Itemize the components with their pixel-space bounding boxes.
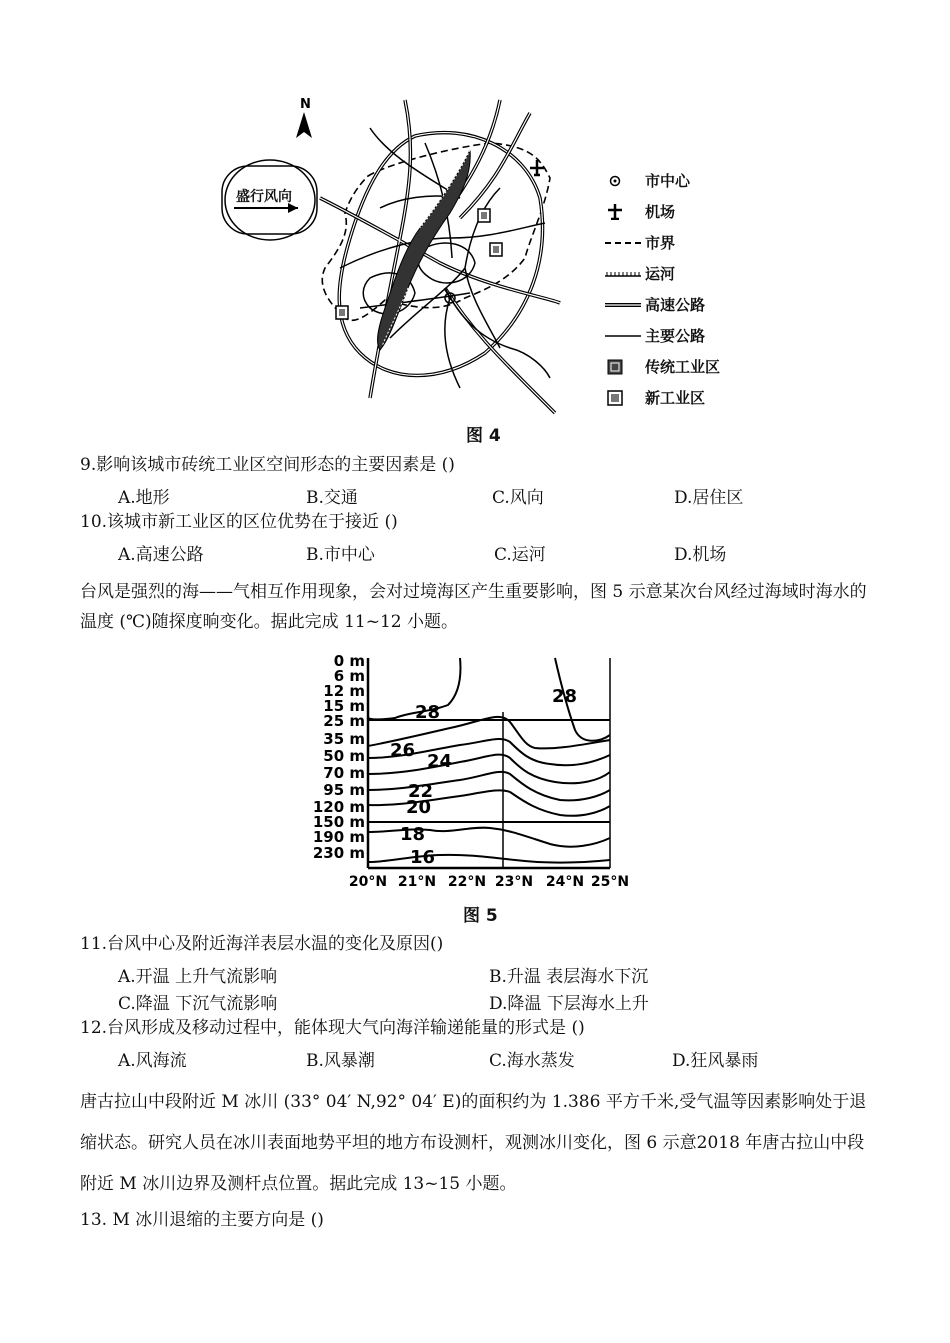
legend-label: 市界: [645, 234, 676, 252]
legend-item: [605, 387, 760, 418]
question-13-stem: 13. M 冰川退缩的主要方向是 (): [80, 1210, 324, 1230]
x-ticks: [349, 874, 629, 890]
x-tick-label: 21°N: [397, 874, 437, 890]
passage-typhoon: 台风是强烈的海——气相互作用现象，会对过境海区产生重要影响，图 5 示意某次台风经过海域时海水的温度 (℃)随探度晌变化。据此完成 11~12 小题。: [80, 582, 867, 632]
traditional-industry-icon: [605, 358, 641, 376]
ring-road: [339, 133, 542, 376]
passage-glacier: 唐古拉山中段附近 M 冰川 (33° 04′ N,92° 04′ E)的面积约为 1.386 平方千米,受气温等因素影响处于退缩状态。研究人员在冰川表面地势平坦的地方布设测杆，观测冰川变化，图 6 示意2018 年唐古拉山中段附近 M 冰川边界及测杆点位置。据此完成 13~15 小题。: [80, 1092, 867, 1194]
legend-label: 机场: [645, 203, 676, 221]
y-tick-label: 35 m: [323, 730, 365, 748]
x-tick-label: 25°N: [590, 874, 630, 890]
y-tick-label: 120 m: [312, 798, 365, 816]
question-11-stem: 11.台风中心及附近海洋表层水温的变化及原因(): [80, 934, 444, 954]
legend-item: [605, 325, 760, 356]
canal-icon: [605, 266, 641, 282]
question-12-option-d: D.狂风暴雨: [672, 1051, 759, 1071]
y-tick-label: 190 m: [312, 828, 365, 846]
isotherm-label: 16: [410, 847, 436, 868]
x-tick-label: 22°N: [447, 874, 487, 890]
legend-item: [605, 232, 760, 263]
question-9-option-a: A.地形: [118, 488, 170, 508]
question-12-option-a: A.风海流: [118, 1051, 187, 1071]
expressway-icon: [605, 297, 641, 313]
question-12-stem: 12.台风形成及移动过程中，能体现大气向海洋输递能量的形式是 (): [80, 1018, 585, 1038]
city-boundary-icon: [605, 235, 641, 251]
y-tick-label: 230 m: [312, 844, 365, 862]
legend-label: 运河: [645, 265, 676, 283]
question-11-option-b: B.升温 表层海水下沉: [489, 967, 649, 987]
temperature-depth-chart: [310, 650, 640, 895]
isotherm-label: 26: [390, 740, 416, 761]
legend-item: [605, 170, 760, 201]
legend-item: [605, 356, 760, 387]
new-industry-icon: [605, 389, 641, 407]
y-tick-label: 150 m: [312, 813, 365, 831]
wind-label: 盛行风向: [236, 189, 292, 205]
isotherm-label: 24: [427, 751, 453, 772]
y-tick-label: 15 m: [323, 697, 365, 715]
question-11-option-c: C.降温 下沉气流影响: [118, 994, 278, 1014]
north-label: N: [300, 97, 311, 112]
x-tick-label: 24°N: [545, 874, 585, 890]
legend-item: [605, 201, 760, 232]
y-tick-label: 70 m: [323, 764, 365, 782]
main-roads: [340, 128, 550, 388]
isotherm-label: 28: [552, 686, 578, 707]
question-10-option-a: A.高速公路: [118, 545, 204, 565]
figure-5: [310, 650, 640, 895]
question-9-stem: 9.影响该城市砖统工业区空间形态的主要因素是 (): [80, 455, 455, 475]
legend-label: 新工业区: [645, 389, 706, 407]
expressways: [320, 100, 560, 413]
airport-icon: [605, 204, 641, 220]
question-10-option-d: D.机场: [674, 545, 727, 565]
isotherm-labels: [390, 686, 577, 868]
legend-label: 传统工业区: [645, 358, 721, 376]
airport-marker: [530, 160, 544, 176]
y-tick-label: 12 m: [323, 682, 365, 700]
question-11-option-a: A.开温 上升气流影响: [118, 967, 278, 987]
y-tick-label: 95 m: [323, 781, 365, 799]
traditional-industry-zone: [378, 150, 471, 350]
legend-label: 市中心: [645, 172, 691, 190]
legend-item: [605, 294, 760, 325]
x-tick-label: 20°N: [348, 874, 388, 890]
isotherm-label: 28: [415, 702, 441, 723]
y-tick-label: 0 m: [333, 652, 365, 670]
legend-label: 高速公路: [645, 296, 706, 314]
y-tick-label: 50 m: [323, 747, 365, 765]
y-tick-label: 25 m: [323, 712, 365, 730]
y-tick-label: 6 m: [333, 667, 365, 685]
figure-5-caption: 图 5: [463, 906, 498, 926]
isotherm-label: 20: [406, 797, 432, 818]
isotherm-label: 18: [400, 824, 426, 845]
question-10-option-c: C.运河: [494, 545, 546, 565]
figure-4-caption: 图 4: [466, 426, 501, 446]
question-11-option-d: D.降温 下层海水上升: [489, 994, 649, 1014]
question-9-option-b: B.交通: [306, 488, 358, 508]
legend-item: [605, 263, 760, 294]
question-9-option-d: D.居住区: [674, 488, 744, 508]
question-10-option-b: B.市中心: [306, 545, 375, 565]
question-12-option-b: B.风暴潮: [306, 1051, 375, 1071]
y-ticks: [313, 652, 365, 862]
question-12-option-c: C.海水蒸发: [489, 1051, 575, 1071]
legend-label: 主要公路: [645, 327, 706, 345]
main-road-icon: [605, 328, 641, 344]
map-legend: [605, 170, 760, 418]
isotherm-label: 22: [408, 781, 434, 802]
question-9-option-c: C.风向: [492, 488, 544, 508]
figure-4: [200, 88, 760, 423]
question-10-stem: 10.该城市新工业区的区位优势在于接近 (): [80, 512, 398, 532]
north-arrow-icon: [296, 112, 312, 138]
x-tick-label: 23°N: [494, 874, 534, 890]
